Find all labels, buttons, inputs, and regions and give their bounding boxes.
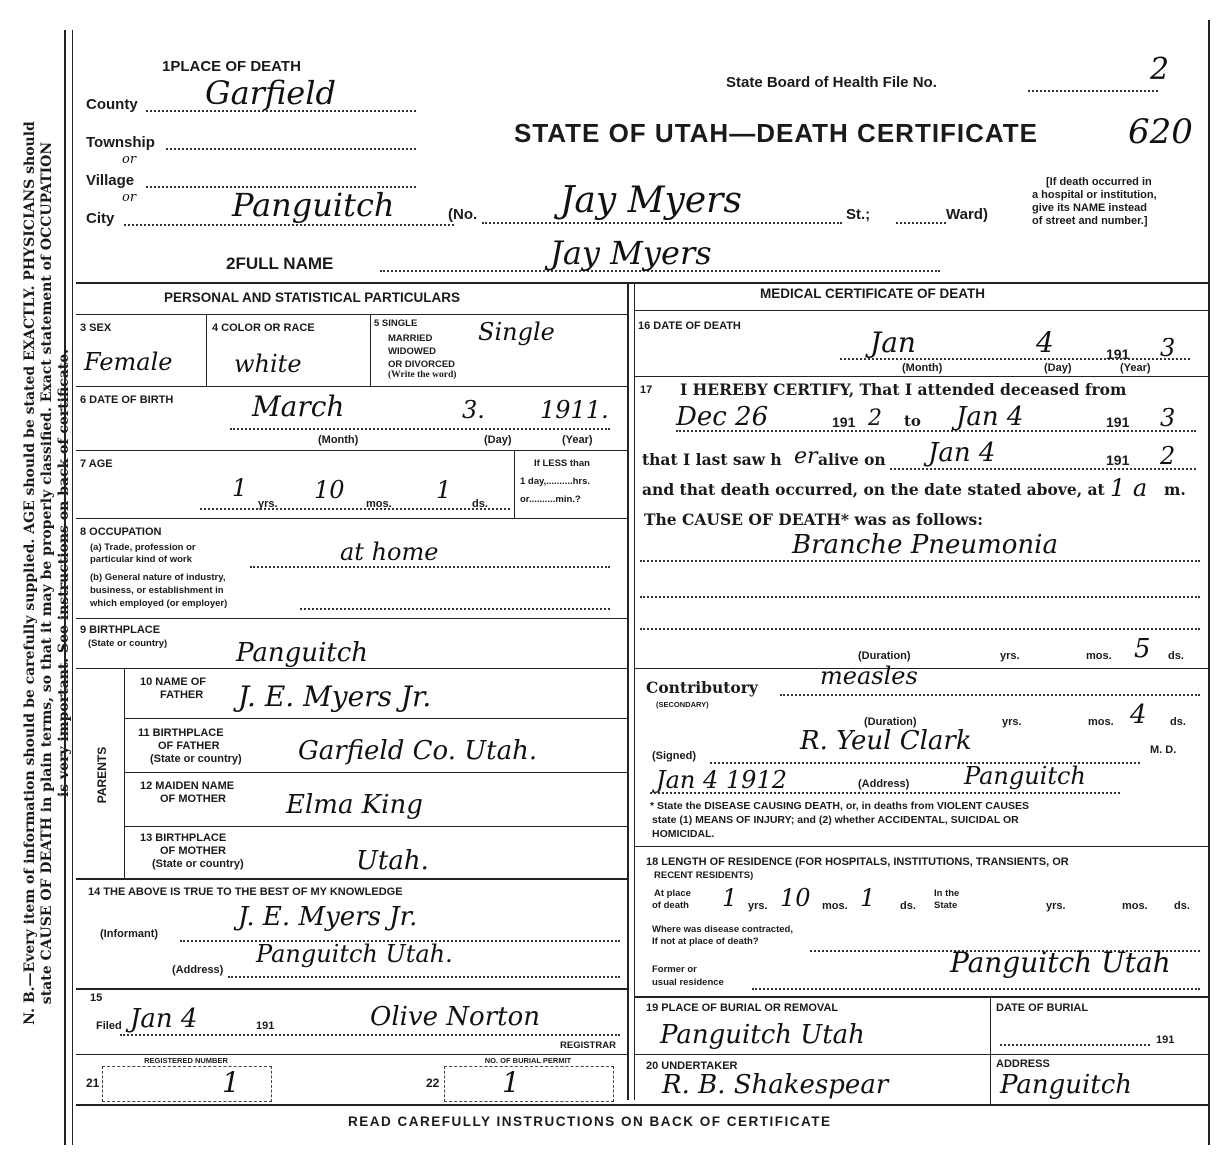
- occupation-label: 8 OCCUPATION: [80, 526, 162, 538]
- certificate-title: STATE OF UTAH—DEATH CERTIFICATE: [514, 118, 1038, 148]
- at-place-label-1: At place: [654, 888, 691, 899]
- place-of-death-heading: 1PLACE OF DEATH: [162, 58, 301, 75]
- death-month: Jan: [870, 326, 916, 359]
- death-time: 1 a: [1110, 474, 1148, 502]
- death-month-caption: (Month): [902, 362, 943, 374]
- father-name-value: J. E. Myers Jr.: [238, 680, 432, 713]
- mother-name-label-2: OF MOTHER: [160, 793, 226, 805]
- in-the-state-2: State: [934, 900, 958, 911]
- state-mos-label: mos.: [1122, 900, 1148, 912]
- or-1: or: [122, 152, 137, 167]
- last-saw-pronoun: er: [794, 444, 818, 469]
- date-of-death-label: 16 DATE OF DEATH: [638, 320, 741, 332]
- less-than-day-1: If LESS than: [534, 458, 590, 469]
- dob-day: 3.: [462, 396, 485, 424]
- sex-value: Female: [84, 348, 173, 376]
- former-residence-2: usual residence: [652, 977, 724, 988]
- mother-birthplace-label-1: 13 BIRTHPLACE: [140, 832, 227, 844]
- mother-birthplace-label-2: OF MOTHER: [160, 845, 226, 857]
- occupation-b-1: (b) General nature of industry,: [90, 572, 226, 583]
- duration-label-2: (Duration): [864, 716, 917, 728]
- cause-of-death-label: The CAUSE OF DEATH* was as follows:: [644, 510, 983, 529]
- state-disease-note-3: HOMICIDAL.: [652, 828, 715, 840]
- mother-name-label-1: 12 MAIDEN NAME: [140, 780, 235, 792]
- contributory-value: measles: [820, 662, 918, 690]
- at-place-label-2: of death: [652, 900, 689, 911]
- marital-label-4: OR DIVORCED: [388, 359, 456, 370]
- age-years: 1: [232, 474, 248, 502]
- state-disease-note-2: state (1) MEANS OF INJURY; and (2) whether ACCIDENTAL, SUICIDAL OR: [652, 814, 1019, 826]
- ward-label: Ward): [946, 206, 988, 223]
- filed-label: Filed: [96, 1020, 122, 1032]
- certificate-number: 620: [1128, 112, 1193, 152]
- informant-address-label: (Address): [172, 964, 224, 976]
- signature-address-label: (Address): [858, 778, 910, 790]
- ds-label: ds.: [472, 498, 488, 510]
- less-than-day-3: or..........min.?: [520, 494, 581, 505]
- informant-label: (Informant): [100, 928, 159, 940]
- occupation-b-3: which employed (or employer): [90, 598, 228, 609]
- duration-label-1: (Duration): [858, 650, 911, 662]
- father-name-label-2: FATHER: [160, 689, 204, 701]
- less-than-day-2: 1 day,..........hrs.: [520, 476, 591, 487]
- margin-note-2: state CAUSE OF DEATH in plain terms, so that it may be properly classified. Exact statement of OCCUPATION: [39, 141, 55, 1005]
- state-file-number: 2: [1150, 52, 1170, 87]
- color-race-label: 4 COLOR OR RACE: [212, 322, 315, 334]
- signed-label: (Signed): [652, 750, 696, 762]
- county-value: Garfield: [205, 74, 336, 112]
- former-residence-1: Former or: [652, 964, 697, 975]
- residence-years: 1: [722, 884, 738, 912]
- father-birthplace-label-1: 11 BIRTHPLACE: [138, 727, 224, 739]
- registrar-name: Olive Norton: [370, 1002, 540, 1032]
- contributory-label: Contributory: [646, 678, 758, 697]
- length-of-residence-label: 18 LENGTH OF RESIDENCE (FOR HOSPITALS, INSTITUTIONS, TRANSIENTS, OR: [646, 856, 1069, 868]
- no-label: (No.: [448, 206, 478, 223]
- signature-address: Panguitch: [964, 762, 1086, 790]
- filed-date: Jan 4: [130, 1004, 198, 1034]
- signature-date: Jan 4 1912: [656, 766, 787, 794]
- residence-mos-label: mos.: [822, 900, 848, 912]
- marital-label-2: MARRIED: [388, 333, 433, 344]
- city-label: City: [86, 210, 115, 227]
- informant-name: J. E. Myers Jr.: [238, 902, 418, 932]
- item-15: 15: [90, 992, 103, 1004]
- duration-months-1: 5: [1134, 634, 1151, 664]
- duration-months-2: 4: [1130, 700, 1147, 730]
- duration-ds-2: ds.: [1170, 716, 1186, 728]
- where-contracted-2: If not at place of death?: [652, 936, 759, 947]
- to-label: to: [904, 412, 921, 430]
- attended-to: Jan 4: [956, 402, 1024, 432]
- undertaker-address-label: ADDRESS: [996, 1058, 1050, 1070]
- birthplace-sub: (State or country): [88, 638, 168, 649]
- occupation-value: at home: [340, 538, 439, 566]
- death-year: 191: [1106, 346, 1130, 362]
- death-year-caption: (Year): [1120, 362, 1151, 374]
- margin-note-1: N. B.—Every item of information should be carefully supplied. AGE should be stated EXACTLY. PHYSICIANS should: [22, 121, 38, 1025]
- duration-mos-2: mos.: [1088, 716, 1114, 728]
- place-of-burial-label: 19 PLACE OF BURIAL OR REMOVAL: [646, 1002, 839, 1014]
- residence-days: 1: [860, 884, 876, 912]
- or-2: or: [122, 190, 137, 205]
- full-name-value: Jay Myers: [550, 234, 712, 272]
- undertaker-value: R. B. Shakespear: [662, 1070, 889, 1100]
- duration-yrs-1: yrs.: [1000, 650, 1020, 662]
- physician-signature: R. Yeul Clark: [800, 726, 972, 756]
- place-of-burial-value: Panguitch Utah: [660, 1020, 865, 1050]
- hospital-note-2: a hospital or institution,: [1032, 189, 1157, 201]
- residence-yrs-label: yrs.: [748, 900, 768, 912]
- burial-permit-box: [444, 1066, 614, 1102]
- st-label: St.;: [846, 206, 871, 223]
- registered-number-box: [102, 1066, 272, 1102]
- burial-permit-label: NO. OF BURIAL PERMIT: [484, 1056, 572, 1065]
- dob-year-caption: (Year): [562, 434, 593, 446]
- state-disease-note-1: * State the DISEASE CAUSING DEATH, or, in deaths from VIOLENT CAUSES: [650, 800, 1030, 812]
- in-the-state-1: In the: [934, 888, 960, 899]
- parents-label: PARENTS: [95, 746, 110, 804]
- death-year-digit: 3: [1160, 334, 1176, 362]
- personal-particulars-heading: PERSONAL AND STATISTICAL PARTICULARS: [164, 290, 461, 305]
- residence-ds-label: ds.: [900, 900, 916, 912]
- mother-birthplace-label-3: (State or country): [152, 858, 244, 870]
- date-of-burial-label: DATE OF BURIAL: [996, 1002, 1089, 1014]
- attended-from: Dec 26: [676, 402, 769, 432]
- residence-months: 10: [780, 884, 811, 912]
- state-yrs-label: yrs.: [1046, 900, 1066, 912]
- state-board-label: State Board of Health File No.: [726, 74, 937, 91]
- birthplace-value: Panguitch: [236, 638, 369, 668]
- dob-year: 1911.: [540, 396, 609, 424]
- sex-label: 3 SEX: [80, 322, 112, 334]
- recent-residents-label: RECENT RESIDENTS): [654, 870, 754, 881]
- hospital-note-4: of street and number.]: [1032, 215, 1148, 227]
- secondary-label: (SECONDARY): [656, 700, 709, 709]
- marital-label-5: (Write the word): [388, 370, 457, 380]
- city-value: Panguitch: [232, 186, 395, 224]
- filed-year-suffix: 191: [256, 1020, 275, 1032]
- street-value: Jay Myers: [560, 180, 742, 221]
- registrar-label: REGISTRAR: [560, 1040, 616, 1051]
- death-day: 4: [1036, 326, 1054, 359]
- mother-name-value: Elma King: [286, 790, 423, 820]
- former-residence-value: Panguitch Utah: [950, 946, 1171, 979]
- hospital-note-3: give its NAME instead: [1032, 202, 1147, 214]
- age-days: 1: [436, 476, 452, 504]
- hospital-note-1: [If death occurred in: [1046, 176, 1152, 188]
- dob-month-caption: (Month): [318, 434, 359, 446]
- father-birthplace-label-3: (State or country): [150, 753, 242, 765]
- cause-of-death-value: Branche Pneumonia: [792, 530, 1058, 560]
- undertaker-address-value: Panguitch: [1000, 1070, 1133, 1100]
- death-day-caption: (Day): [1044, 362, 1072, 374]
- mother-birthplace-value: Utah.: [356, 846, 429, 876]
- dob-day-caption: (Day): [484, 434, 512, 446]
- registered-number-label: REGISTERED NUMBER: [144, 1056, 228, 1065]
- footer-instructions: READ CAREFULLY INSTRUCTIONS ON BACK OF CERTIFICATE: [348, 1114, 832, 1129]
- last-saw-text: that I last saw h: [642, 450, 782, 469]
- item-21: 21: [86, 1076, 100, 1090]
- duration-yrs-2: yrs.: [1002, 716, 1022, 728]
- item-22: 22: [426, 1076, 440, 1090]
- birthplace-label: 9 BIRTHPLACE: [80, 624, 161, 636]
- undertaker-label: 20 UNDERTAKER: [646, 1060, 738, 1072]
- dob-month: March: [252, 390, 345, 423]
- last-saw-date: Jan 4: [928, 438, 996, 468]
- last-saw-year: 191: [1106, 452, 1130, 468]
- item-17: 17: [640, 384, 653, 396]
- informant-statement: 14 THE ABOVE IS TRUE TO THE BEST OF MY KNOWLEDGE: [88, 886, 403, 898]
- attended-to-digit: 3: [1160, 404, 1176, 432]
- occupation-b-2: business, or establishment in: [90, 585, 224, 596]
- full-name-label: 2FULL NAME: [226, 254, 334, 273]
- color-race-value: white: [234, 350, 302, 378]
- certify-statement: I HEREBY CERTIFY, That I attended deceased from: [680, 380, 1127, 399]
- burial-year-label: 191: [1156, 1034, 1175, 1046]
- alive-on-text: alive on: [818, 450, 886, 469]
- attended-from-year: 191: [832, 414, 856, 430]
- attended-from-digit: 2: [868, 406, 882, 431]
- mos-label: mos.: [366, 498, 392, 510]
- age-months: 10: [314, 476, 345, 504]
- father-birthplace-label-2: OF FATHER: [158, 740, 220, 752]
- occupation-a-1: (a) Trade, profession or: [90, 542, 196, 553]
- informant-address: Panguitch Utah.: [256, 940, 453, 968]
- registered-number-value: 1: [222, 1066, 240, 1099]
- where-contracted-1: Where was disease contracted,: [652, 924, 793, 935]
- state-ds-label: ds.: [1174, 900, 1190, 912]
- yrs-label: yrs.: [258, 498, 278, 510]
- attended-to-year: 191: [1106, 414, 1130, 430]
- duration-ds-1: ds.: [1168, 650, 1184, 662]
- medical-certificate-heading: MEDICAL CERTIFICATE OF DEATH: [760, 286, 985, 301]
- md-label: M. D.: [1150, 744, 1177, 756]
- margin-note-3: is very important. See instructions on back of certificate.: [56, 348, 72, 798]
- marital-value: Single: [478, 318, 555, 346]
- marital-label-1: 5 SINGLE: [374, 318, 418, 329]
- county-label: County: [86, 96, 138, 113]
- time-m: m.: [1164, 480, 1186, 499]
- father-birthplace-value: Garfield Co. Utah.: [298, 736, 538, 766]
- village-label: Village: [86, 172, 135, 189]
- township-label: Township: [86, 134, 155, 151]
- marital-label-3: WIDOWED: [388, 346, 437, 357]
- dob-label: 6 DATE OF BIRTH: [80, 394, 174, 406]
- occupation-a-2: particular kind of work: [90, 554, 192, 565]
- father-name-label-1: 10 NAME OF: [140, 676, 207, 688]
- age-label: 7 AGE: [80, 458, 113, 470]
- duration-mos-1: mos.: [1086, 650, 1112, 662]
- burial-permit-value: 1: [502, 1066, 520, 1099]
- death-occurred-text: and that death occurred, on the date stated above, at: [642, 480, 1105, 499]
- last-saw-digit: 2: [1160, 442, 1176, 470]
